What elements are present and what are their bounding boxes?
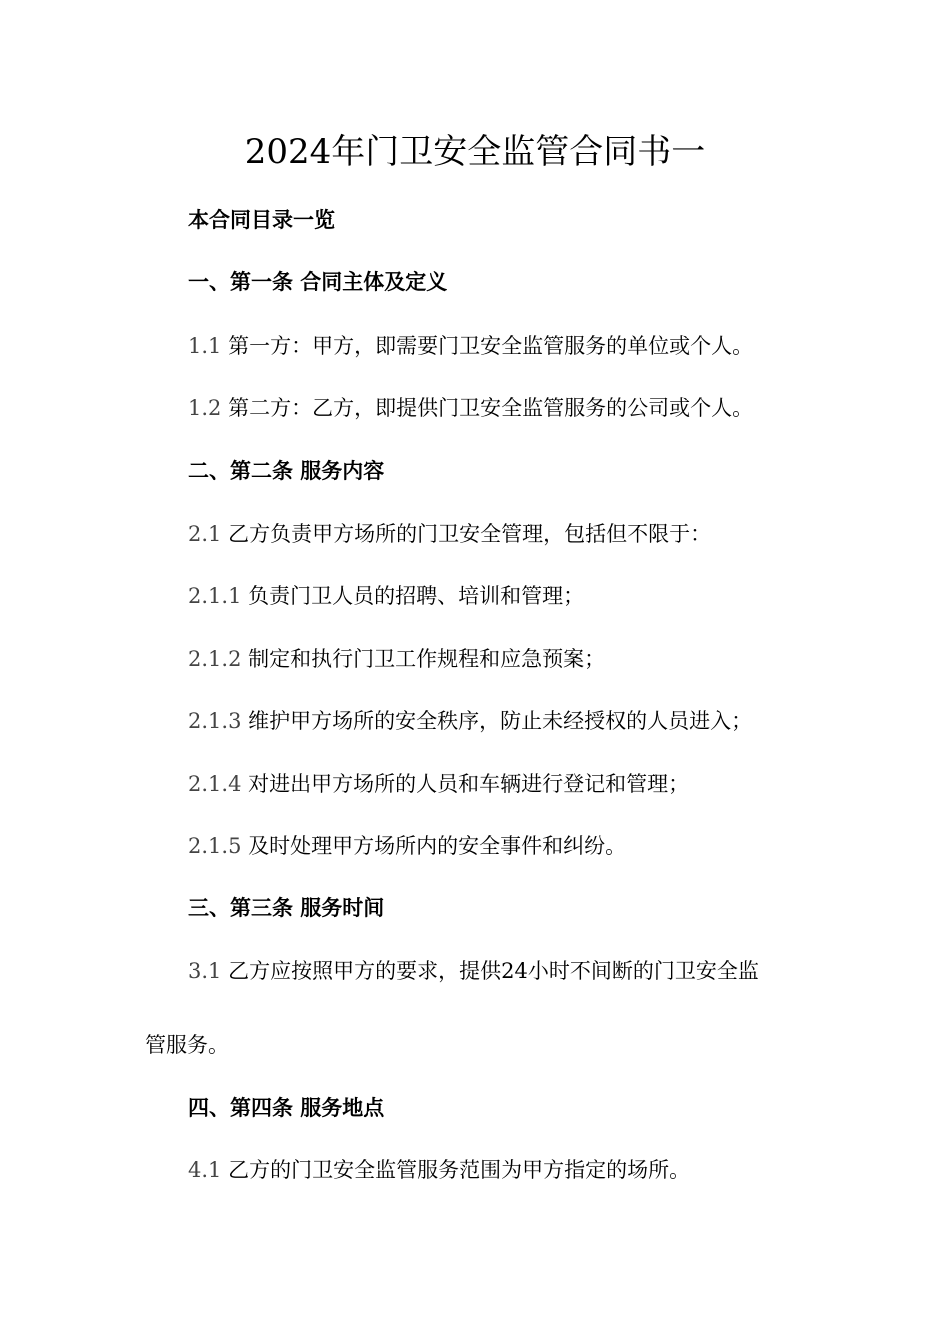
clause-2-1-1 (0, 581, 950, 611)
clause-3-1 (0, 956, 950, 986)
clause-number: 2.1.4 (188, 772, 242, 796)
section-heading-1: 一、第一条 合同主体及定义 (188, 270, 448, 294)
clause-4-1 (0, 1155, 950, 1185)
clause-number: 2.1.2 (188, 647, 242, 671)
clause-2-1-2 (0, 644, 950, 674)
clause-text: 制定和执行门卫工作规程和应急预案； (248, 647, 606, 671)
clause-text: 对进出甲方场所的人员和车辆进行登记和管理； (248, 772, 690, 796)
clause-text: 第一方：甲方，即需要门卫安全监管服务的单位或个人。 (228, 334, 754, 358)
toc-heading: 本合同目录一览 (188, 208, 335, 232)
clause-number: 1.1 (188, 334, 222, 358)
clause-1-2 (0, 393, 950, 423)
clause-number: 2.1 (188, 522, 222, 546)
clause-number: 1.2 (188, 396, 222, 420)
clause-2-1-3 (0, 706, 950, 736)
section-heading-4: 四、第四条 服务地点 (188, 1096, 385, 1120)
clause-text: 维护甲方场所的安全秩序，防止未经授权的人员进入； (248, 709, 753, 733)
clause-text: 乙方应按照甲方的要求，提供24小时不间断的门卫安全监 (228, 959, 759, 983)
clause-number: 2.1.5 (188, 834, 242, 858)
clause-2-1-4 (0, 769, 950, 799)
clause-text: 乙方负责甲方场所的门卫安全管理，包括但不限于： (228, 522, 712, 546)
clause-number: 3.1 (188, 959, 222, 983)
clause-text: 乙方的门卫安全监管服务范围为甲方指定的场所。 (228, 1158, 691, 1182)
clause-1-1 (0, 331, 950, 361)
clause-number: 4.1 (188, 1158, 222, 1182)
clause-text: 第二方：乙方，即提供门卫安全监管服务的公司或个人。 (228, 396, 754, 420)
clause-3-1-continuation: 管服务。 (145, 1033, 229, 1057)
section-heading-2: 二、第二条 服务内容 (188, 459, 385, 483)
section-heading-3: 三、第三条 服务时间 (188, 896, 385, 920)
clause-number: 2.1.3 (188, 709, 242, 733)
clause-number: 2.1.1 (188, 584, 242, 608)
clause-text: 负责门卫人员的招聘、培训和管理； (248, 584, 585, 608)
clause-2-1-5 (0, 831, 950, 861)
clause-2-1 (0, 519, 950, 549)
document-title: 2024年门卫安全监管合同书一 (244, 132, 706, 172)
clause-text: 及时处理甲方场所内的安全事件和纠纷。 (248, 834, 627, 858)
